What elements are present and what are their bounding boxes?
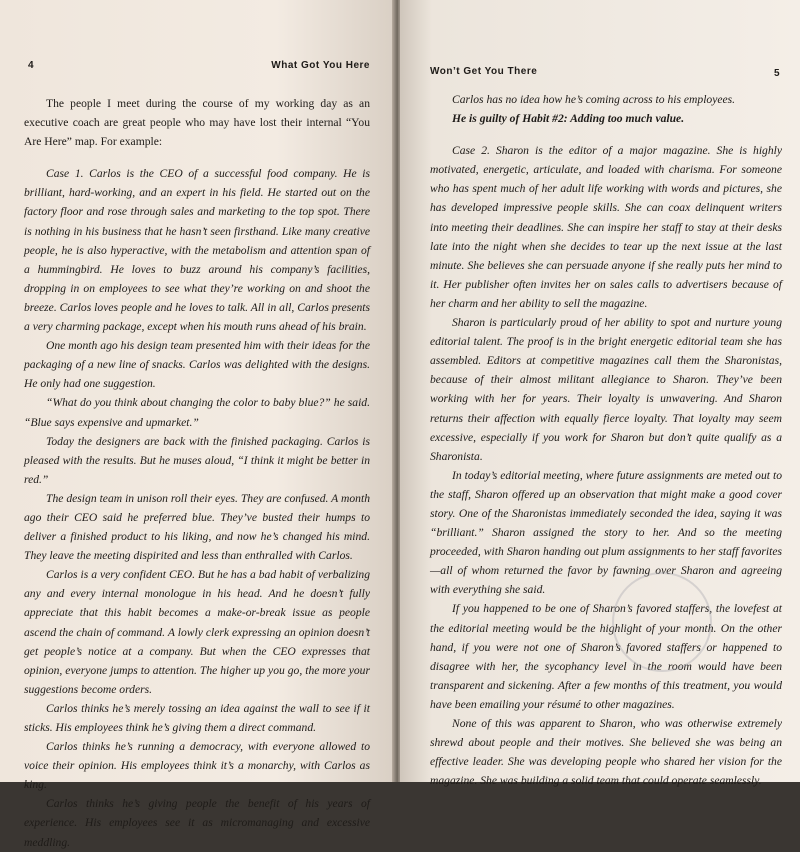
right-page xyxy=(400,0,800,788)
paragraph: None of this was apparent to Sharon, who was otherwise extremely shrewd about people and their motives. She believed she was being an effective leader. She was developing people who shared her vision for the magazine. She was building a solid team that could operate seamlessly. xyxy=(430,717,782,788)
paragraph: Carlos thinks he’s merely tossing an idea against the wall to see if it sticks. His employees think he’s giving them a direct command. xyxy=(24,701,370,734)
paragraph: The people I meet during the course of my working day as an executive coach are great people who may have lost their internal “You Are Here” map. For example: xyxy=(24,97,370,149)
paragraph: “What do you think about changing the color to baby blue?” he said. “Blue says expensive and upmarket.” xyxy=(24,396,370,429)
paragraph: One month ago his design team presented him with their ideas for the packaging of a new line of snacks. Carlos was delighted with the designs. He only had one suggestion. xyxy=(24,339,370,391)
page-body xyxy=(430,90,782,790)
paragraph: Sharon is particularly proud of her ability to spot and nurture young editorial talent. The proof is in the bright energetic editorial team she has assembled. Editors at competitive magazines call them the Sharonistas, because of their almost militant allegiance to Sharon. They’ve been working with her for years. Their loyalty is unwavering. And Sharon returns their affection with equally fierce loyalty. That loyalty may seem excessive, especially if you work for Sharon but don’t quite qualify as a Sharonista. xyxy=(430,316,782,463)
left-page xyxy=(0,0,396,849)
page-body xyxy=(24,94,370,852)
running-head: Won’t Get You There xyxy=(430,66,538,77)
paragraph: In today’s editorial meeting, where future assignments are meted out to the staff, Sharon offered up an observation that might make a good cover story. One of the Sharonistas immediately seconded the idea, saying it was “brilliant.” Sharon assigned the story to her. And so the meeting proceeded, with Sharon handing out plum assignments to her staff favorites—all of whom returned the favor by fawning over Sharon and agreeing with everything she said. xyxy=(430,468,782,597)
habit-callout: He is guilty of Habit #2: Adding too much value. xyxy=(452,112,685,126)
running-head: What Got You Here xyxy=(271,60,370,71)
paragraph: The design team in unison roll their eyes. They are confused. A month ago their CEO said he preferred blue. They’ve busted their humps to deliver a finished product to his liking, and now he’s changed his mind. They leave the meeting dispirited and less than enthralled with Carlos. xyxy=(24,491,370,563)
page-number: 4 xyxy=(28,60,35,71)
paragraph: Carlos has no idea how he’s coming across to his employees. xyxy=(452,93,736,106)
paragraph: Today the designers are back with the finished packaging. Carlos is pleased with the results. But he muses aloud, “I think it might be better in red.” xyxy=(24,434,370,486)
page-number: 5 xyxy=(773,68,780,79)
paragraph: Carlos is a very confident CEO. But he has a bad habit of verbalizing any and every internal monologue in his head. And he doesn’t fully appreciate that this habit becomes a make-or-break issue as people ascend the chain of command. A lowly clerk expressing an opinion doesn’t get people’s notice at a company. But when the CEO expresses that opinion, everyone jumps to attention. The higher up you go, the more your suggestions become orders. xyxy=(24,568,370,696)
paragraph: Case 2. Sharon is the editor of a major magazine. She is highly motivated, energetic, articulate, and loaded with charisma. For someone who has spent much of her adult life working with words and pictures, she has developed impressive people skills. She can coax delinquent writers into meeting their deadlines. She can inspire her staff to stay at their desks late into the night when she decides to tear up the next issue at the last minute. She believes she can persuade anyone if she really puts her mind to it. Her publisher often invites her on sales calls to advertisers because of her charm and her ability to sell the magazine. xyxy=(430,144,782,310)
paragraph: Case 1. Carlos is the CEO of a successful food company. He is brilliant, hard-working, and an expert in his field. He started out on the factory floor and rose through sales and marketing to the top spot. There is nothing in his business that he hasn’t seen firsthand. Like many creative people, he is also hyperactive, with the metabolism and attention span of a hummingbird. He loves to buzz around his company’s facilities, dropping in on employees to see what they’re working on and shoot the breeze. Carlos loves people and he loves to talk. All in all, Carlos presents a very charming package, except when his mouth runs ahead of his brain. xyxy=(24,167,370,334)
paragraph: Carlos thinks he’s giving people the benefit of his years of experience. His employees see it as micromanaging and excessive meddling. xyxy=(24,797,370,849)
paragraph: If you happened to be one of Sharon’s favored staffers, the lovefest at the editorial meeting would be the highlight of your month. On the other hand, if you were not one of Sharon’s favored staffers or happened to disagree with her, the sycophancy level in the room would have been transparent and sickening. After a few months of this treatment, you would have been emailing your résumé to other magazines. xyxy=(430,602,782,711)
paragraph: Carlos thinks he’s running a democracy, with everyone allowed to voice their opinion. His employees think it’s a monarchy, with Carlos as king. xyxy=(24,740,370,792)
